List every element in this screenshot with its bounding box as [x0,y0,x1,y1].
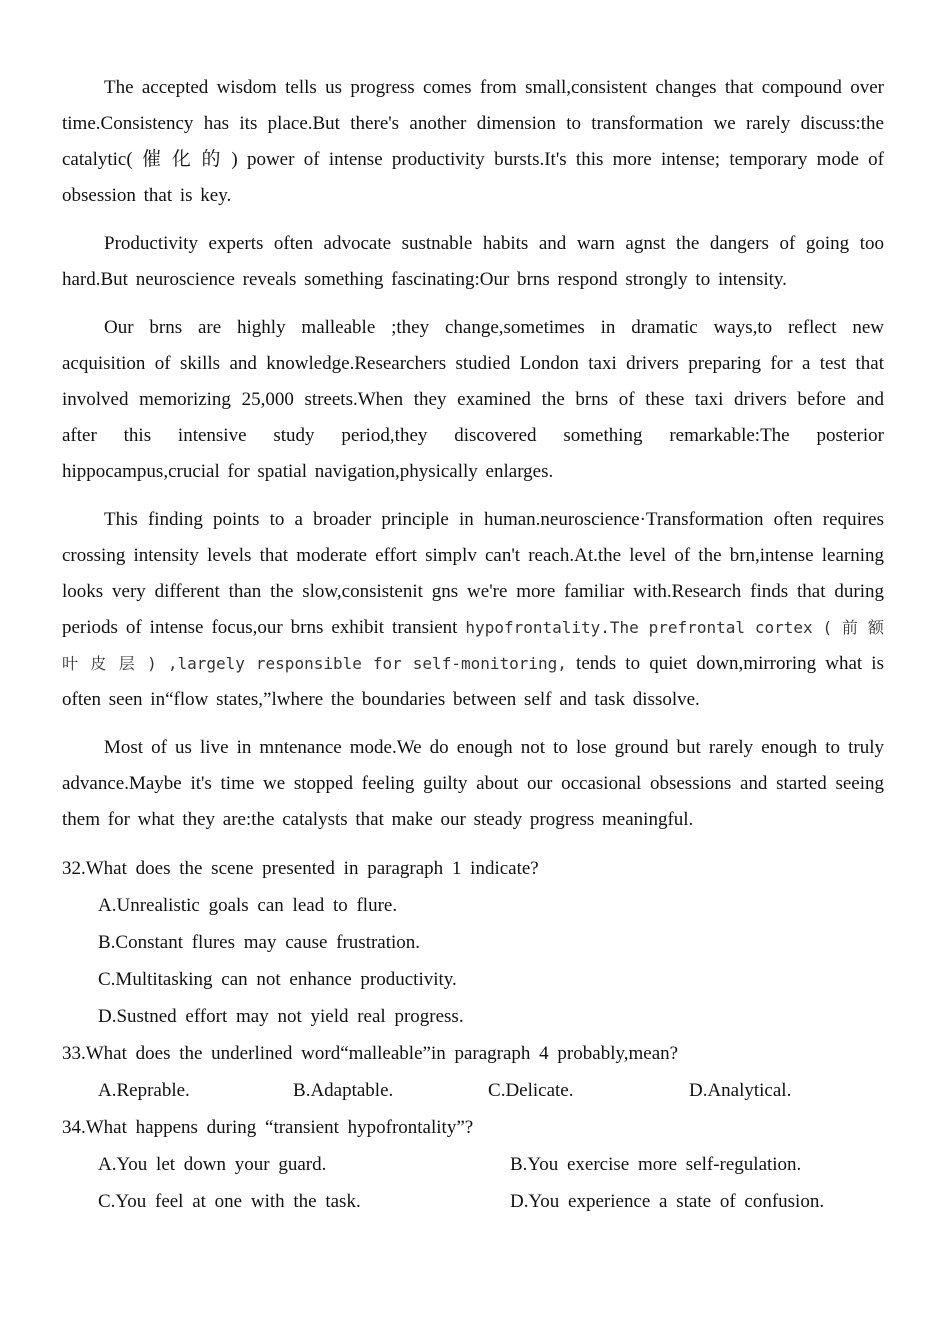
question-34-options-row-1 [62,1146,884,1183]
exam-page [62,70,884,1220]
question-33-option-d: D.Analytical. [688,1080,792,1101]
question-32-option-b: B.Constant flures may cause frustration. [98,932,421,953]
question-34-option-b: B.You exercise more self-regulation. [510,1154,802,1175]
passage-paragraph-4 [62,502,884,718]
passage-paragraph-1: The accepted wisdom tells us progress comes from small,consistent changes that compound over time.Consistency has its place.But there's another dimension to transformation we rarely discuss:the catalytic( 催 化 的 ) power of intense productivity bursts.It's this more intense; temporary mode of obsession that is key. [62,77,884,206]
question-34-option-c: C.You feel at one with the task. [98,1191,361,1212]
question-32-stem: 32.What does the scene presented in paragraph 1 indicate? [62,858,539,879]
question-34-option-d: D.You experience a state of confusion. [510,1191,825,1212]
question-34-options-row-2 [62,1183,884,1220]
question-33-option-b: B.Adaptable. [293,1080,394,1101]
question-34-stem: 34.What happens during “transient hypofrontality”? [62,1117,474,1138]
paragraph-4-part-1: This finding points to a broader principle in human.neuroscience·Transformation often requires crossing intensity levels that moderate effort simplv can't reach.At.the level of the brn,intense learning looks very different than the slow,consistenit gns we're more familiar with.Research finds that during periods of intense focus,our brns exhibit transient [62,509,884,638]
paragraph-4-part-3: tends to quiet down,mirroring what is often seen in“flow states,”lwhere the boundaries between self and task dissolve. [62,653,884,710]
question-33-option-c: C.Delicate. [488,1080,574,1101]
passage-paragraph-5: Most of us live in mntenance mode.We do enough not to lose ground but rarely enough to truly advance.Maybe it's time we stopped feeling guilty about our occasional obsessions and started seeing them for what they are:the catalysts that make our steady progress meaningful. [62,737,884,830]
question-32-option-d: D.Sustned effort may not yield real progress. [98,1006,464,1027]
question-32-option-a: A.Unrealistic goals can lead to flure. [98,895,398,916]
passage-paragraph-2: Productivity experts often advocate sustnable habits and warn agnst the dangers of going too hard.But neuroscience reveals something fascinating:Our brns respond strongly to intensity. [62,233,884,290]
question-33-option-a: A.Reprable. [98,1080,190,1101]
question-33-options [62,1072,884,1109]
passage-paragraph-3: Our brns are highly malleable ;they change,sometimes in dramatic ways,to reflect new acquisition of skills and knowledge.Researchers studied London taxi drivers preparing for a test that involved memorizing 25,000 streets.When they examined the brns of these taxi drivers before and after this intensive study period,they discovered something remarkable:The posterior hippocampus,crucial for spatial navigation,physically enlarges. [62,317,884,482]
paragraph-4-part-2: hypofrontality.The prefrontal cortex ( 前 额 叶 皮 层 ) ,largely responsible for self-monitoring, [62,618,884,673]
question-34-option-a: A.You let down your guard. [98,1154,327,1175]
question-33-stem: 33.What does the underlined word“malleable”in paragraph 4 probably,mean? [62,1043,679,1064]
question-32-option-c: C.Multitasking can not enhance productivity. [98,969,457,990]
